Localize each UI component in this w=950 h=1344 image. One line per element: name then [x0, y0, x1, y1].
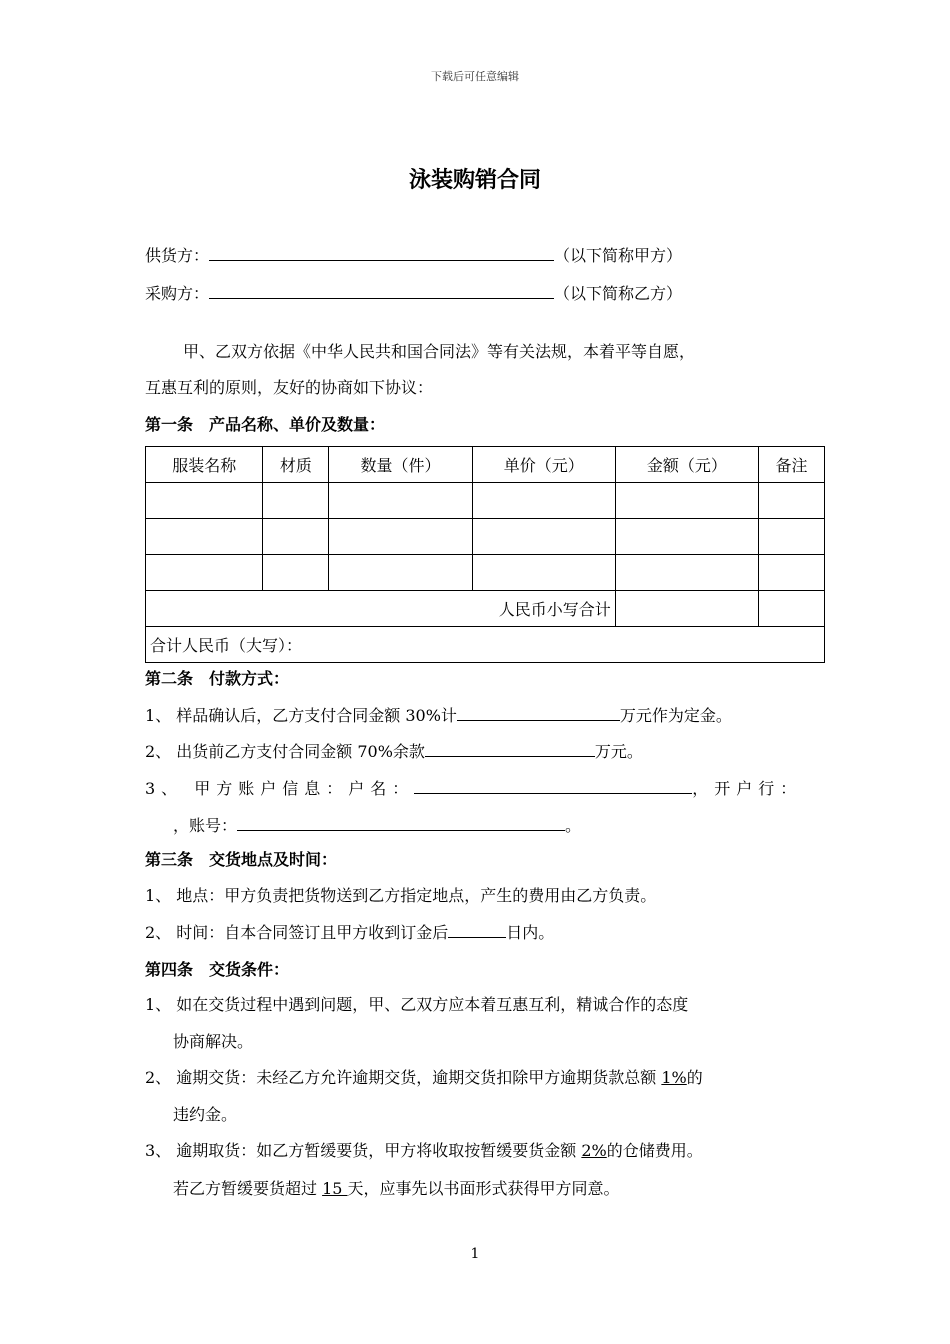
article2-item2 — [145, 740, 643, 763]
col-header: 材质 — [263, 447, 329, 483]
table-cell[interactable] — [758, 519, 824, 555]
table-cell[interactable] — [329, 483, 472, 519]
contract-title: 泳装购销合同 — [408, 167, 541, 193]
delivery-days-blank[interactable] — [448, 921, 506, 938]
table-cell[interactable] — [615, 483, 758, 519]
article4-item2-prefix: 2、 逾期交货：未经乙方允许逾期交货，逾期交货扣除甲方逾期货款总额 — [145, 1068, 662, 1087]
total-label: 合计人民币（大写）： — [146, 627, 825, 663]
article2-item1 — [145, 704, 732, 727]
total-row — [146, 627, 825, 663]
supplier-label: 供货方： — [145, 246, 210, 265]
intro-line-2: 互惠互利的原则，友好的协商如下协议： — [145, 378, 434, 397]
article4-heading: 第四条 交货条件： — [145, 960, 290, 979]
table-cell[interactable] — [146, 519, 263, 555]
article4-item3-suffix: 的仓储费用。 — [606, 1141, 703, 1160]
article2-item1-suffix: 万元作为定金。 — [619, 706, 732, 725]
table-cell[interactable] — [472, 483, 615, 519]
col-header: 数量（件） — [329, 447, 472, 483]
article4-item1-line1: 1、 如在交货过程中遇到问题，甲、乙双方应本着互惠互利，精诚合作的态度 — [145, 995, 689, 1014]
goods-table — [145, 446, 825, 663]
supplier-suffix: （以下简称甲方） — [554, 246, 683, 265]
table-row — [146, 483, 825, 519]
col-header: 单价（元） — [472, 447, 615, 483]
account-number-blank[interactable] — [237, 814, 565, 831]
article3-heading: 第三条 交货地点及时间： — [145, 850, 338, 869]
article2-heading: 第二条 付款方式： — [145, 669, 290, 688]
subtotal-note-cell[interactable] — [758, 591, 824, 627]
article3-item2-suffix: 日内。 — [506, 923, 555, 942]
article4-item2-suffix: 的 — [686, 1068, 703, 1087]
article2-item2-prefix: 2、 出货前乙方支付合同金额 70%余款 — [145, 742, 425, 761]
account-number-label: ，账号： — [173, 816, 238, 835]
header-note: 下载后可任意编辑 — [431, 70, 519, 83]
table-row — [146, 555, 825, 591]
article4-item3-line2 — [173, 1178, 620, 1200]
table-cell[interactable] — [263, 483, 329, 519]
article3-item2 — [145, 921, 554, 944]
article2-item2-suffix: 万元。 — [594, 742, 643, 761]
late-delivery-penalty: 1% — [661, 1068, 687, 1087]
table-cell[interactable] — [146, 555, 263, 591]
article4-item3-line2-suffix: 天，应事先以书面形式获得甲方同意。 — [347, 1179, 620, 1198]
buyer-blank[interactable] — [209, 282, 554, 299]
table-cell[interactable] — [329, 555, 472, 591]
table-cell[interactable] — [758, 555, 824, 591]
article4-item3-line1 — [145, 1140, 703, 1162]
article3-item1: 1、 地点：甲方负责把货物送到乙方指定地点，产生的费用由乙方负责。 — [145, 886, 657, 905]
article4-item2-line1 — [145, 1067, 703, 1089]
article2-item3 — [145, 777, 802, 800]
article4-item2-line2: 违约金。 — [173, 1105, 238, 1124]
table-cell[interactable] — [146, 483, 263, 519]
subtotal-amount-cell[interactable] — [615, 591, 758, 627]
article1-heading: 第一条 产品名称、单价及数量： — [145, 415, 386, 434]
article2-item1-prefix: 1、 样品确认后，乙方支付合同金额 30%计 — [145, 706, 457, 725]
page-number: 1 — [470, 1246, 480, 1262]
bank-label: ，开户行： — [692, 779, 803, 798]
postpone-days: 15 — [322, 1179, 348, 1198]
article4-item3-prefix: 3、 逾期取货：如乙方暂缓要货，甲方将收取按暂缓要货金额 — [145, 1141, 582, 1160]
table-cell[interactable] — [472, 555, 615, 591]
article3-item2-prefix: 2、 时间：自本合同签订且甲方收到订金后 — [145, 923, 449, 942]
storage-fee-rate: 2% — [581, 1141, 607, 1160]
table-cell[interactable] — [263, 555, 329, 591]
supplier-line — [145, 244, 682, 267]
table-cell[interactable] — [329, 519, 472, 555]
subtotal-row — [146, 591, 825, 627]
intro-line-1: 甲、乙双方依据《中华人民共和国合同法》等有关法规，本着平等自愿， — [183, 342, 696, 361]
buyer-line — [145, 282, 682, 305]
table-cell[interactable] — [472, 519, 615, 555]
table-cell[interactable] — [758, 483, 824, 519]
article2-item3-account — [173, 814, 581, 837]
subtotal-label: 人民币小写合计 — [146, 591, 616, 627]
deposit-blank[interactable] — [457, 704, 620, 721]
buyer-suffix: （以下简称乙方） — [554, 284, 683, 303]
article4-item1-line2: 协商解决。 — [173, 1032, 254, 1051]
table-cell[interactable] — [615, 555, 758, 591]
account-name-label: 3、 甲方账户信息：户名： — [145, 779, 415, 798]
col-header: 备注 — [758, 447, 824, 483]
col-header: 金额（元） — [615, 447, 758, 483]
supplier-blank[interactable] — [209, 244, 554, 261]
table-cell[interactable] — [615, 519, 758, 555]
col-header: 服装名称 — [146, 447, 263, 483]
account-name-blank[interactable] — [414, 777, 692, 794]
table-row — [146, 519, 825, 555]
article4-item3-line2-prefix: 若乙方暂缓要货超过 — [173, 1179, 323, 1198]
buyer-label: 采购方： — [145, 284, 210, 303]
balance-blank[interactable] — [425, 740, 595, 757]
account-number-suffix: 。 — [565, 816, 582, 835]
table-cell[interactable] — [263, 519, 329, 555]
table-header-row — [146, 447, 825, 483]
